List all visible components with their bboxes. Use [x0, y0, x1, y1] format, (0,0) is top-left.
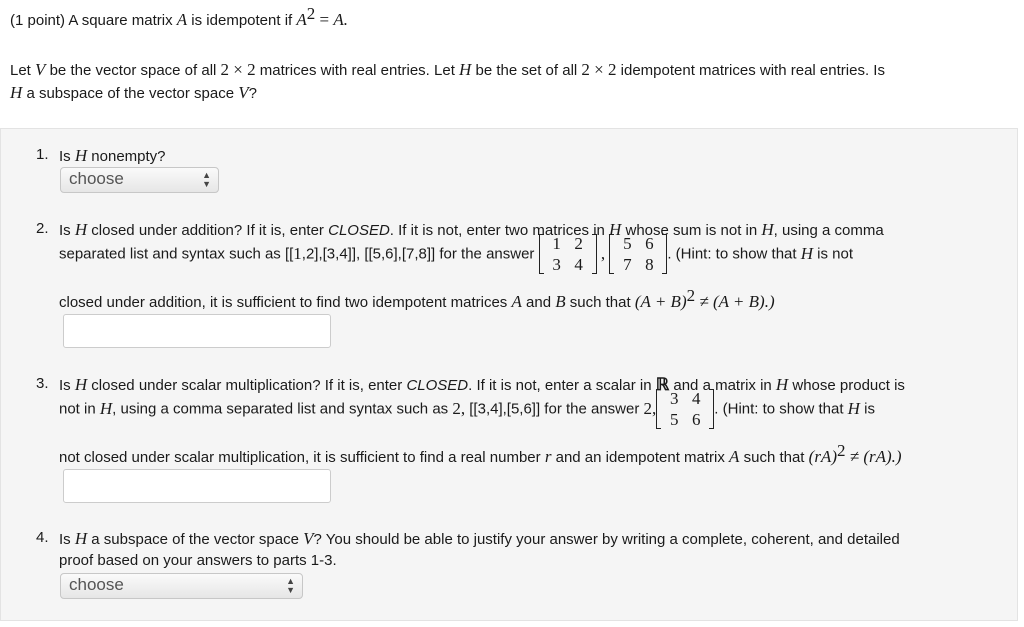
q2-answer-input[interactable]	[63, 314, 331, 348]
select-arrows-icon: ▲ ▼	[286, 576, 295, 595]
question-text: Is H nonempty?	[59, 146, 166, 165]
question-number: 3.	[36, 375, 49, 392]
problem-statement: (1 point) A square matrix A is idempotent if $A^2 = A$.	[10, 4, 348, 29]
question-text-line: proof based on your answers to parts 1-3.	[59, 552, 337, 569]
question-4	[36, 529, 1006, 609]
question-2	[36, 220, 1006, 350]
question-1	[36, 146, 1006, 196]
q4-answer-select[interactable]: choose ▲ ▼	[60, 573, 303, 599]
question-text-line: Is H closed under scalar multiplication? If it is, enter CLOSED. If it is not, enter a scalar in ℝ and a matrix in H whose product is	[59, 375, 905, 394]
questions-panel	[0, 128, 1018, 621]
question-number: 2.	[36, 220, 49, 237]
q1-answer-select[interactable]: choose ▲ ▼	[60, 167, 219, 193]
question-text-line: closed under addition, it is sufficient to find two idempotent matrices A and B such that $(A + B)^2 \ne (A + B)$.)	[59, 286, 775, 311]
example-matrix-1: 1 2 3 4	[539, 233, 597, 275]
example-matrix-2: 5 6 7 8	[609, 233, 667, 275]
question-number: 4.	[36, 529, 49, 546]
question-text-line: Is H closed under addition? If it is, enter CLOSED. If it is not, enter two matrices in H whose sum is not in H, using a comma	[59, 220, 884, 239]
question-text-line: not closed under scalar multiplication, it is sufficient to find a real number r and an idempotent matrix A such that (rA)$^2$ ≠ (rA).)	[59, 441, 902, 466]
question-number: 1.	[36, 146, 49, 163]
problem-question-line2: H a subspace of the vector space V?	[10, 83, 257, 102]
question-text-line: Is H a subspace of the vector space V? You should be able to justify your answer by writing a complete, coherent, and detailed	[59, 529, 900, 548]
problem-question-line1: Let V be the vector space of all 2 × 2 matrices with real entries. Let H be the set of all 2 × 2 idempotent matrices with real entries. Is	[10, 60, 885, 79]
example-matrix: 3 4 5 6	[656, 388, 714, 430]
question-text-line: separated list and syntax such as [[1,2],[3,4]], [[5,6],[7,8]] for the answer 1 2 3 4 , 5 6 7 8 . (Hint: to show that H is not	[59, 234, 854, 274]
question-text-line: not in H, using a comma separated list and syntax such as 2, [[3,4],[5,6]] for the answer 2, 3 4 5 6 . (Hint: to show that H is	[59, 389, 875, 429]
q3-answer-input[interactable]	[63, 469, 331, 503]
select-arrows-icon: ▲ ▼	[202, 170, 211, 189]
question-3	[36, 375, 1006, 505]
